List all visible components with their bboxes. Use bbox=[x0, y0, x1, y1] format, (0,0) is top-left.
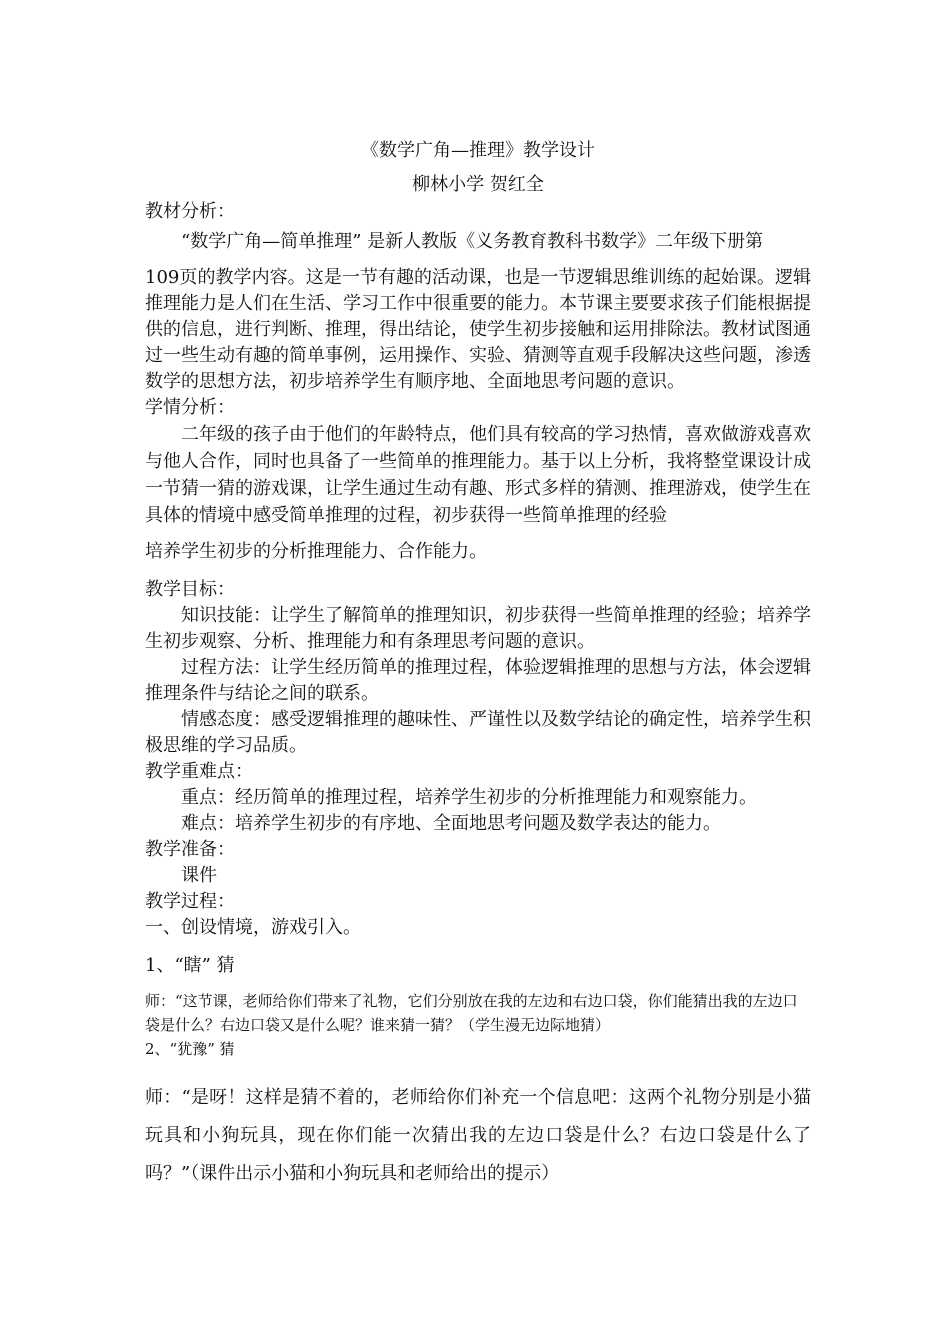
paragraph: 情感态度：感受逻辑推理的趣味性、严谨性以及数学结论的确定性，培养学生积极思维的学习品质。 bbox=[145, 709, 811, 756]
subheading: 一、创设情境，游戏引入。 bbox=[145, 917, 361, 938]
paragraph: 知识技能：让学生了解简单的推理知识，初步获得一些简单推理的经验；培养学生初步观察、分析、推理能力和有条理思考问题的意识。 bbox=[145, 605, 811, 652]
paragraph: 二年级的孩子由于他们的年龄特点，他们具有较高的学习热情，喜欢做游戏喜欢与他人合作，同时也具备了一些简单的推理能力。基于以上分析，我将整堂课设计成一节猜一猜的游戏课，让学生通过生动有趣、形式多样的猜测、推理游戏，使学生在具体的情境中感受简单推理的过程，初步获得一些简单推理的经验 bbox=[145, 424, 811, 526]
paragraph: 师：“这节课，老师给你们带来了礼物，它们分别放在我的左边和右边口袋，你们能猜出我的左边口袋是什么？右边口袋又是什么呢？谁来猜一猜？（学生漫无边际地猜） bbox=[145, 992, 798, 1034]
paragraph: 课件 bbox=[181, 865, 217, 886]
document-title: 《数学广角—推理》教学设计 bbox=[361, 140, 595, 161]
paragraph: 难点：培养学生初步的有序地、全面地思考问题及数学表达的能力。 bbox=[181, 813, 721, 834]
section-heading-preparation: 教学准备： bbox=[145, 839, 235, 860]
paragraph: 109页的教学内容。这是一节有趣的活动课，也是一节逻辑思维训练的起始课。逻辑推理能力是人们在生活、学习工作中很重要的能力。本节课主要要求孩子们能根据提供的信息，进行判断、推理，得出结论，使学生初步接触和运用排除法。教材试图通过一些生动有趣的简单事例，运用操作、实验、猜测等直观手段解决这些问题，渗透数学的思想方法，初步培养学生有顺序地、全面地思考问题的意识。 bbox=[145, 267, 811, 392]
list-item-heading: 1、“瞎” 猜 bbox=[145, 955, 235, 976]
list-item-heading: 2、“犹豫” 猜 bbox=[145, 1040, 235, 1058]
paragraph: 过程方法：让学生经历简单的推理过程，体验逻辑推理的思想与方法，体会逻辑推理条件与结论之间的联系。 bbox=[145, 657, 811, 704]
section-heading-students: 学情分析： bbox=[145, 397, 235, 418]
section-heading-key-points: 教学重难点： bbox=[145, 761, 253, 782]
paragraph: 培养学生初步的分析推理能力、合作能力。 bbox=[145, 541, 487, 562]
paragraph: 重点：经历简单的推理过程，培养学生初步的分析推理能力和观察能力。 bbox=[181, 787, 757, 808]
section-heading-process: 教学过程： bbox=[145, 891, 235, 912]
document-body bbox=[145, 137, 811, 1193]
author-line: 柳林小学 贺红全 bbox=[412, 174, 544, 195]
paragraph: “数学广角—简单推理” 是新人教版《义务教育教科书数学》二年级下册第 bbox=[181, 231, 764, 252]
paragraph: 师：“是呀！这样是猜不着的，老师给你们补充一个信息吧：这两个礼物分别是小猫玩具和小狗玩具，现在你们能一次猜出我的左边口袋是什么？右边口袋是什么了吗？”（课件出示小猫和小狗玩具和老师给出的提示） bbox=[145, 1087, 811, 1184]
section-heading-textbook: 教材分析： bbox=[145, 201, 235, 222]
section-heading-goals: 教学目标： bbox=[145, 579, 235, 600]
